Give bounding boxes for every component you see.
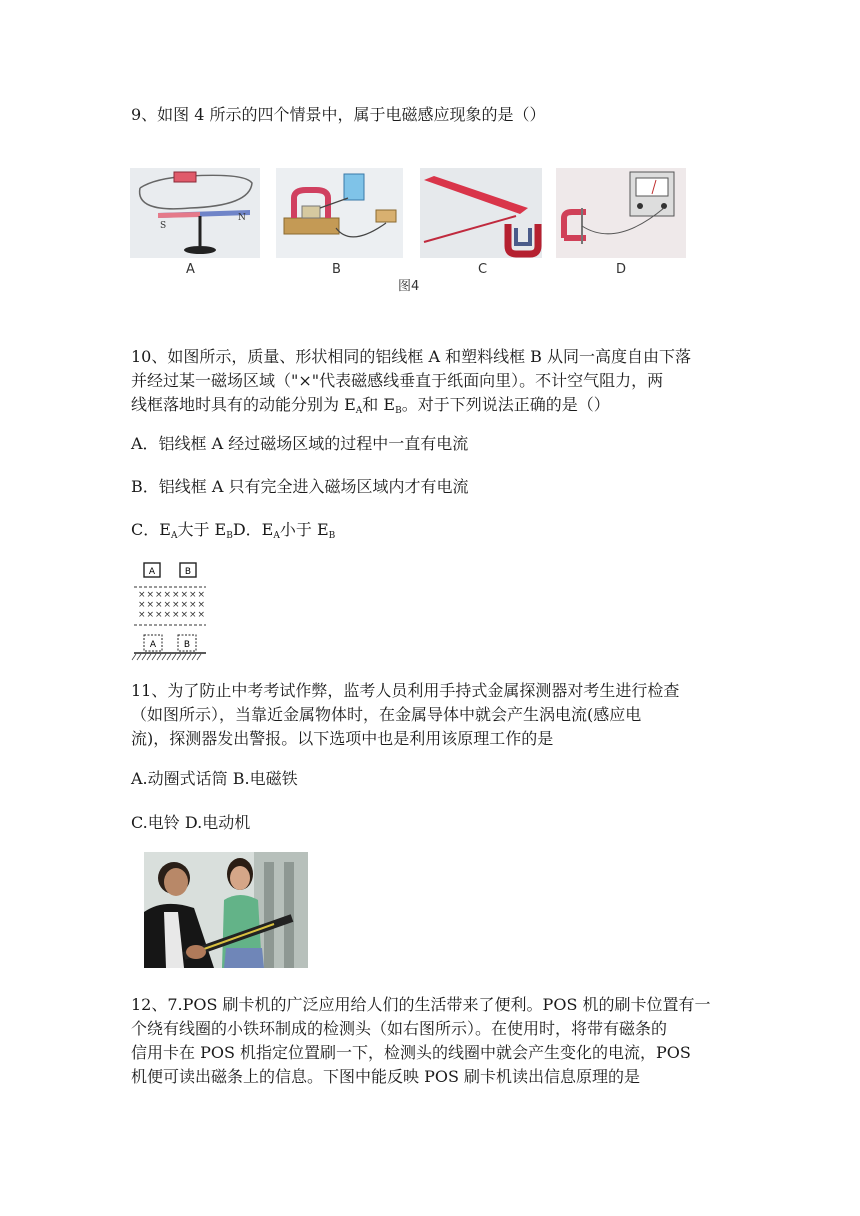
field-cross-mark: ×	[155, 610, 163, 620]
field-cross-mark: ×	[197, 600, 206, 610]
ground-hatch-line	[197, 654, 201, 660]
field-cross-mark: ×	[146, 590, 155, 600]
field-cross-mark: ×	[189, 600, 197, 610]
ground-hatch-line	[162, 654, 166, 660]
ground-hatch-line	[187, 654, 191, 660]
ground-hatch-line	[172, 654, 176, 660]
field-cross-mark: ×	[155, 600, 163, 610]
q12-stem-line-1: 12、7.POS 刷卡机的广泛应用给人们的生活带来了便利。POS 机的刷卡位置有一	[131, 995, 711, 1014]
field-cross-mark: ×	[163, 590, 172, 600]
q10-stem-line-3: 线框落地时具有的动能分别为 $E_A$和 $E_B$。对于下列说法正确的是（）	[131, 395, 610, 416]
frame-a-top-label: A	[148, 567, 156, 577]
ground-hatch-line	[182, 654, 186, 660]
field-cross-mark: ×	[138, 610, 146, 620]
figure-d-label: D	[616, 262, 627, 277]
q11-options-cd: C.电铃 D.电动机	[131, 813, 251, 832]
ground-hatch-line	[137, 654, 141, 660]
field-cross-mark: ×	[197, 590, 206, 600]
q12-stem-line-3: 信用卡在 POS 机指定位置刷一下，检测头的线圈中就会产生变化的电流，POS	[131, 1043, 691, 1062]
field-cross-mark: ×	[189, 590, 197, 600]
ground-hatch-line	[167, 654, 171, 660]
field-cross-mark: ×	[172, 590, 180, 600]
figure-b-label: B	[332, 262, 341, 277]
field-cross-mark: ×	[138, 590, 146, 600]
field-cross-mark: ×	[138, 600, 146, 610]
q11-stem-line-3: 流)，探测器发出警报。以下选项中也是利用该原理工作的是	[131, 729, 554, 748]
figure-d-galvanometer	[556, 168, 686, 258]
q10-frame-figure	[130, 557, 210, 663]
q12-stem-line-2: 个绕有线圈的小铁环制成的检测头（如右图所示）。在使用时，将带有磁条的	[131, 1019, 668, 1038]
figure-a-compass-wire	[130, 168, 260, 258]
field-cross-mark: ×	[163, 610, 172, 620]
svg-text:N: N	[238, 213, 246, 223]
q9-stem: 9、如图 4 所示的四个情景中，属于电磁感应现象的是（）	[131, 105, 546, 124]
q10-option-b: B．铝线框 A 只有完全进入磁场区域内才有电流	[131, 477, 469, 496]
field-cross-mark: ×	[180, 600, 189, 610]
q11-stem-line-2: （如图所示），当靠近金属物体时，在金属导体中就会产生涡电流(感应电	[131, 705, 642, 724]
field-cross-mark: ×	[172, 610, 180, 620]
ground-hatch-line	[152, 654, 156, 660]
field-cross-mark: ×	[172, 600, 180, 610]
q11-stem-line-1: 11、为了防止中考考试作弊，监考人员利用手持式金属探测器对考生进行检查	[131, 681, 680, 700]
ground-hatch-line	[157, 654, 161, 660]
q12-stem-line-4: 机便可读出磁条上的信息。下图中能反映 POS 刷卡机读出信息原理的是	[131, 1067, 641, 1086]
field-cross-mark: ×	[189, 610, 197, 620]
ground-hatch-line	[132, 654, 136, 660]
ground-hatch-line	[192, 654, 196, 660]
metal-detector-photo	[144, 852, 308, 968]
frame-b-bottom-label: B	[183, 640, 191, 650]
frame-a-bottom-label: A	[149, 640, 157, 650]
figure-b-coil-circuit	[276, 168, 403, 258]
field-cross-mark: ×	[146, 610, 155, 620]
ground-hatch-line	[177, 654, 181, 660]
field-cross-mark: ×	[197, 610, 206, 620]
svg-text:S: S	[160, 221, 167, 231]
field-cross-mark: ×	[180, 610, 189, 620]
figure-c-magnet-rails	[420, 168, 542, 258]
field-cross-mark: ×	[163, 600, 172, 610]
q11-options-ab: A.动圈式话筒 B.电磁铁	[131, 769, 298, 788]
field-cross-mark: ×	[155, 590, 163, 600]
q10-stem-line-2: 并经过某一磁场区域（"×"代表磁感线垂直于纸面向里）。不计空气阻力，两	[131, 371, 664, 390]
frame-b-top-label: B	[184, 567, 192, 577]
field-cross-mark: ×	[146, 600, 155, 610]
ground-hatch-line	[147, 654, 151, 660]
q10-option-cd: C．$E_A$大于 $E_BD$．$E_A$小于 $E_B$	[131, 520, 336, 541]
q10-stem-line-1: 10、如图所示，质量、形状相同的铝线框 A 和塑料线框 B 从同一高度自由下落	[131, 347, 692, 366]
q10-option-a: A．铝线框 A 经过磁场区域的过程中一直有电流	[131, 434, 469, 453]
figure-c-label: C	[478, 262, 488, 277]
figure-a-label: A	[186, 262, 195, 277]
field-cross-mark: ×	[180, 590, 189, 600]
ground-hatch-line	[142, 654, 146, 660]
figure-4-caption: 图4	[398, 279, 420, 294]
